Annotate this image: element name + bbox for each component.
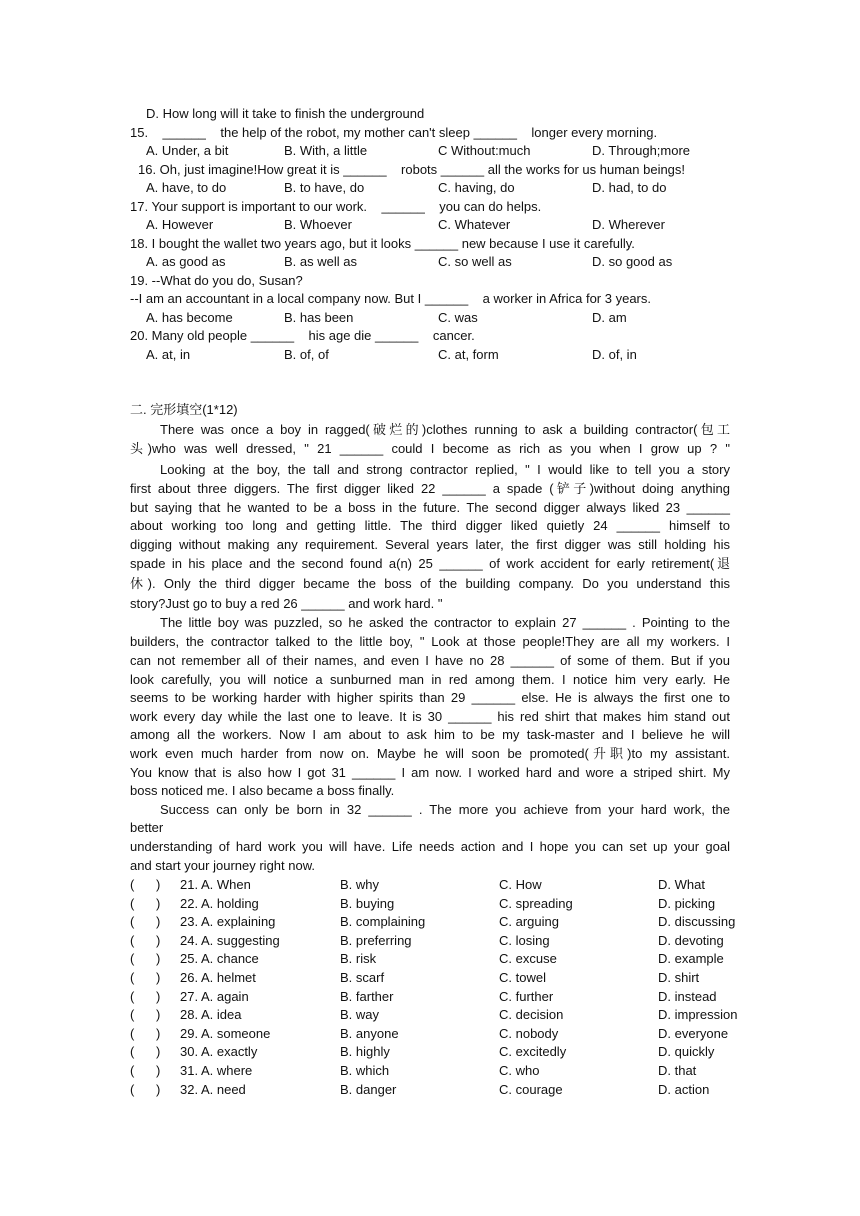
option-b: B. why [340,877,380,892]
passage-line: Looking at the boy, the tall and strong contractor replied, " I would like to tell you a story [160,462,730,477]
option-a: A. Under, a bit [146,143,229,158]
option-b: B. which [340,1063,390,1078]
mc-question: 15. ______ the help of the robot, my mother can't sleep ______ longer every morning. [130,125,658,140]
passage-line: 休). Only the third digger became the boss of the building company. Do you understand this [130,576,730,591]
option-c: C. How [499,877,542,892]
answer-blank[interactable]: ( ) [130,914,161,930]
option-d: D. shirt [658,970,700,985]
answer-blank[interactable]: ( ) [130,988,161,1004]
option-d: D. discussing [658,914,736,930]
answer-blank[interactable]: ( ) [130,932,161,948]
option-c: C. was [438,310,478,325]
option-a: 32. A. need [180,1081,246,1097]
mc-question: --I am an accountant in a local company now. But I ______ a worker in Africa for 3 years. [130,291,651,306]
option-d: D. am [592,310,627,325]
passage-line: about working too long and getting little. The third digger liked quietly 24 ______ himself to [130,518,730,533]
option-c: C. having, do [438,180,515,195]
passage-line: The little boy was puzzled, so he asked the contractor to explain 27 ______ . Pointing to the [160,615,730,630]
passage-line: work even much harder from now on. Maybe he will soon be promoted(升职)to my assistant. [130,746,730,761]
option-d: D. Through;more [592,143,691,158]
option-d: D. picking [658,895,716,911]
option-b: B. farther [340,988,394,1004]
option-a: 28. A. idea [180,1007,242,1023]
option-c: C. excitedly [499,1044,567,1060]
option-b: B. With, a little [284,143,368,158]
option-c: C. at, form [438,347,499,362]
passage-line: better [130,820,164,835]
mc-question: 17. Your support is important to our work. ______ you can do helps. [130,199,542,214]
option-b: B. of, of [284,347,329,362]
option-a: A. However [146,217,214,232]
answer-blank[interactable]: ( ) [130,1063,161,1078]
option-d: D. had, to do [592,180,667,195]
option-b: B. anyone [340,1025,399,1041]
option-b: B. to have, do [284,180,365,195]
option-c: C. arguing [499,914,559,930]
passage-line: boss noticed me. I also became a boss finally. [130,783,395,798]
mc-line: D. How long will it take to finish the underground [146,106,425,121]
passage-line: spade in his place and the second found a(n) 25 ______ of work accident for early retirement(退 [130,556,730,571]
answer-blank[interactable]: ( ) [130,1025,161,1041]
option-a: A. have, to do [146,180,227,195]
option-c: C. decision [499,1007,564,1023]
option-c: C. nobody [499,1025,559,1041]
option-c: C Without:much [438,143,531,158]
option-a: 30. A. exactly [180,1044,258,1060]
passage-line: story?Just go to buy a red 26 ______ and work hard. " [130,596,443,611]
answer-blank[interactable]: ( ) [130,970,161,985]
option-a: 31. A. where [180,1063,253,1078]
passage-line: 头)who was well dressed, " 21 ______ could I become as rich as you when I grow up ? " [130,441,730,456]
option-b: B. complaining [340,914,426,930]
passage-line: but saying that he wanted to be a boss in the future. The second digger always liked 23 ______ [130,500,730,515]
option-b: B. Whoever [284,217,352,232]
option-d: D. Wherever [592,217,665,232]
passage-line: and start your journey right now. [130,858,315,873]
option-d: D. everyone [658,1025,729,1041]
answer-blank[interactable]: ( ) [130,1044,161,1060]
option-a: 23. A. explaining [180,914,276,930]
passage-line: digging without making any requirement. Several years later, the first digger was still holding his [130,537,730,552]
passage-line: There was once a boy in ragged(破烂的)clothes running to ask a building contractor(包工 [160,422,730,437]
option-b: B. as well as [284,254,357,269]
option-c: C. courage [499,1081,563,1097]
option-b: B. danger [340,1081,397,1097]
answer-blank[interactable]: ( ) [130,1007,161,1023]
option-d: D. devoting [658,932,724,948]
mc-question: 19. --What do you do, Susan? [130,273,303,288]
passage-line: first about three diggers. The first digger liked 22 ______ a spade (铲子)without doing anything [130,481,730,496]
option-d: D. instead [658,988,717,1004]
option-c: C. who [499,1063,540,1078]
answer-blank[interactable]: ( ) [130,1081,161,1097]
passage-line: among all the workers. Now I am about to ask him to be my task-master and I believe he will [130,727,730,742]
option-b: B. way [340,1007,380,1023]
mc-question: 20. Many old people ______ his age die ______ cancer. [130,328,475,343]
mc-question: 18. I bought the wallet two years ago, but it looks ______ new because I use it carefully. [130,236,635,251]
passage-line: look carefully, you will notice a sunburned man in red among them. I notice him very early. He [130,672,730,687]
option-b: B. scarf [340,970,385,985]
section-title: 二. 完形填空(1*12) [130,402,238,417]
option-a: 22. A. holding [180,895,259,911]
mc-question: 16. Oh, just imagine!How great it is ______ robots ______ all the works for us human beings! [138,162,686,177]
answer-blank[interactable]: ( ) [130,895,161,911]
option-d: D. that [658,1063,697,1078]
option-d: D. of, in [592,347,637,362]
option-c: C. losing [499,932,550,948]
passage-line: work every day while the last one to leave. It is 30 ______ his red shirt that makes him stand out [130,709,730,724]
option-c: C. so well as [438,254,512,269]
passage-line: seems to be working harder with higher spirits than 29 ______ else. He is always the first one to [130,690,730,705]
option-c: C. further [499,988,554,1004]
option-b: B. risk [340,951,377,967]
option-a: 27. A. again [180,988,249,1004]
passage-line: You know that is also how I got 31 ______ I am now. I worked hard and wore a striped shirt. My [130,765,730,780]
option-c: C. excuse [499,951,557,967]
option-c: C. spreading [499,895,573,911]
option-c: C. Whatever [438,217,511,232]
option-d: D. What [658,877,705,892]
option-c: C. towel [499,970,546,985]
option-d: D. quickly [658,1044,715,1060]
option-a: A. as good as [146,254,226,269]
option-d: D. impression [658,1007,738,1023]
answer-blank[interactable]: ( ) [130,877,161,892]
option-a: 25. A. chance [180,951,259,967]
option-d: D. action [658,1081,710,1097]
option-b: B. preferring [340,932,412,948]
passage-line: understanding of hard work you will have. Life needs action and I hope you can set up your goal [130,839,730,854]
option-a: 29. A. someone [180,1025,271,1041]
option-a: A. at, in [146,347,191,362]
option-a: 24. A. suggesting [180,932,280,948]
passage-line: can not remember all of their names, and even I have no 28 ______ of some of them. But if you [130,653,730,668]
option-a: 26. A. helmet [180,970,256,985]
option-b: B. has been [284,310,354,325]
option-a: 21. A. When [180,877,251,892]
option-d: D. so good as [592,254,673,269]
answer-blank[interactable]: ( ) [130,951,161,967]
option-b: B. highly [340,1044,390,1060]
passage-line: builders, the contractor talked to the little boy, " Look at those people!They are all my workers. I [130,634,730,649]
option-d: D. example [658,951,724,967]
option-a: A. has become [146,310,233,325]
option-b: B. buying [340,895,395,911]
passage-line: Success can only be born in 32 ______ . The more you achieve from your hard work, the [160,802,730,817]
